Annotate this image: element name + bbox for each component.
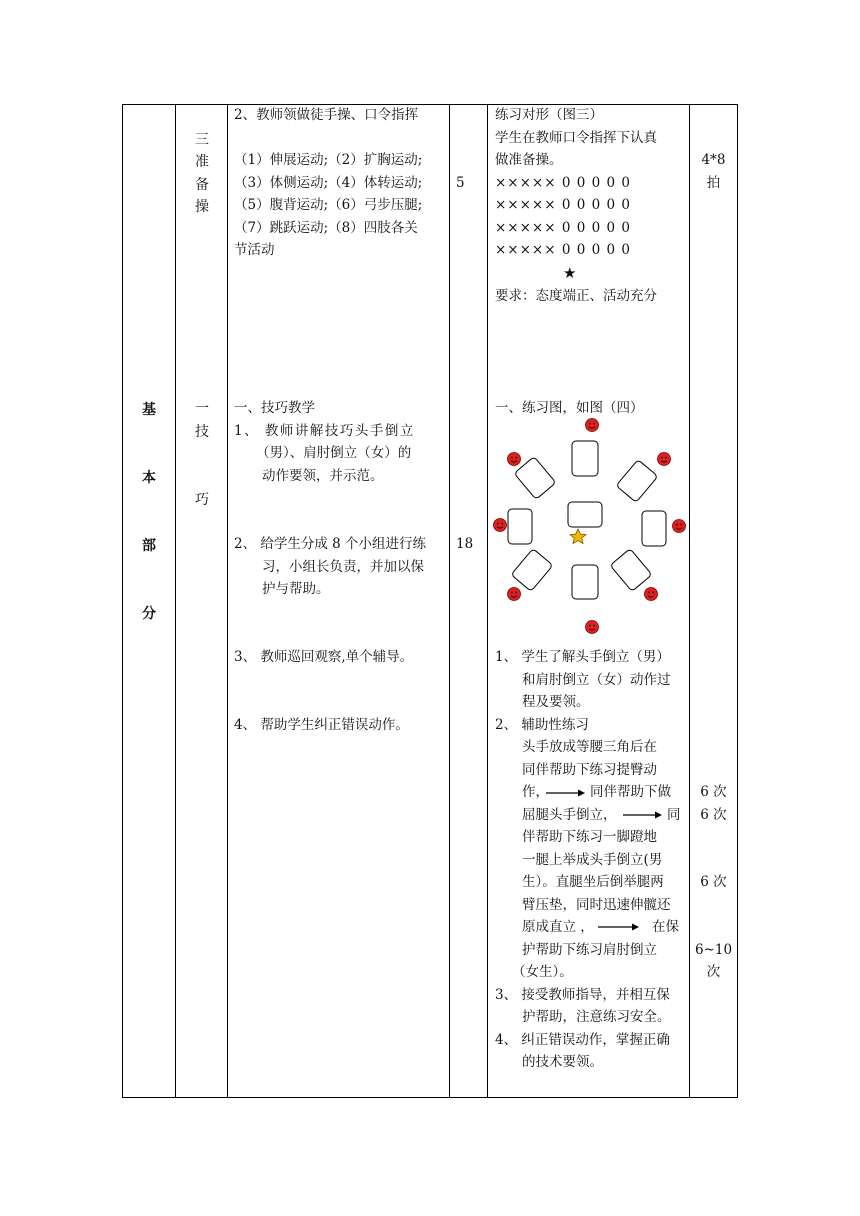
student-face-icon [645, 588, 658, 601]
student-face-icon [586, 419, 599, 432]
warmup-item-line: （7）跳跃运动;（8）四肢各关 [234, 220, 418, 236]
table-bottom-border [122, 1097, 738, 1098]
org1-line: 和肩肘倒立（女）动作过 [522, 672, 671, 688]
org1-line: 程及要领。 [522, 694, 590, 710]
org2-line: （女生）。 [512, 964, 573, 980]
warmup-label-char: 三 [195, 132, 209, 148]
teacher-star-icon [570, 529, 586, 544]
mat-rect [572, 441, 598, 476]
skill-reps: 6 次 [700, 807, 727, 823]
mat-rect [511, 549, 553, 592]
teacher-star-icon: ★ [563, 264, 577, 282]
mat-rect [616, 460, 658, 503]
col-border-4 [449, 104, 450, 1098]
warmup-label-char: 操 [195, 199, 209, 215]
skill-title: 一、技巧教学 [234, 400, 315, 416]
student-face-icon [494, 519, 507, 532]
formation-row: ××××× 0 0 0 0 0 [495, 220, 631, 236]
student-face-icon [673, 520, 686, 533]
table-top-border [122, 104, 738, 105]
warmup-reps-unit: 拍 [706, 175, 721, 191]
warmup-item-line: 节活动 [234, 242, 275, 258]
skill-item2-line: 2、 给学生分成 8 个小组进行练 [234, 536, 427, 552]
org4-line: 4、 纠正错误动作，掌握正确 [495, 1032, 670, 1048]
warmup-label-char: 准 [195, 154, 209, 170]
mat-rect [572, 565, 598, 599]
skill-reps: 6~10 [694, 942, 733, 958]
mat-rect [568, 502, 602, 527]
mat-rect [508, 509, 532, 544]
org2-title: 2、 辅助性练习 [495, 717, 589, 733]
skill-item2-line: 习，小组长负责，并加以保 [262, 559, 424, 575]
warmup-item-line: （1）伸展运动;（2）扩胸运动; [234, 152, 423, 168]
arrow-icon [623, 810, 663, 820]
skill-minutes: 18 [456, 536, 474, 552]
skill-label-char: 巧 [195, 492, 209, 508]
skill-item3: 3、 教师巡回观察,单个辅导。 [234, 649, 414, 665]
formation-row: ××××× 0 0 0 0 0 [495, 242, 631, 258]
org2-line: 屈腿头手倒立， [522, 807, 617, 823]
student-face-icon [508, 588, 521, 601]
col-border-5 [487, 104, 488, 1098]
section-label-char: 部 [142, 538, 156, 554]
arrow-icon [546, 788, 586, 798]
warmup-minutes: 5 [456, 175, 465, 191]
practice-diagram [490, 418, 690, 638]
skill-item2-line: 护与帮助。 [262, 581, 330, 597]
org3-line: 护帮助，注意练习安全。 [522, 1009, 671, 1025]
skill-label-char: 技 [195, 424, 209, 440]
org2-line: 护帮助下练习肩肘倒立 [522, 942, 657, 958]
student-face-icon [586, 621, 599, 634]
section-label-char: 分 [142, 606, 156, 622]
warmup-reps: 4*8 [701, 152, 726, 168]
skill-reps: 6 次 [700, 874, 727, 890]
warmup-label-char: 备 [195, 177, 209, 193]
warmup-requirement: 要求：态度端正、活动充分 [495, 288, 657, 304]
warmup-org-line: 学生在教师口令指挥下认真 [495, 130, 657, 146]
org2-line: 伴帮助下练习一脚蹬地 [522, 829, 657, 845]
mat-rect [514, 457, 556, 500]
org2-line: 同伴帮助下做 [590, 784, 671, 800]
org2-line: 生）。直腿坐后倒举腿两 [522, 874, 664, 890]
diagram-caption: 一、练习图，如图（四） [495, 400, 644, 416]
warmup-org-line: 练习对形（图三） [495, 107, 603, 123]
skill-item1-line: 动作要领，并示范。 [262, 468, 384, 484]
section-label-char: 本 [142, 470, 156, 486]
warmup-item-line: （5）腹背运动;（6）弓步压腿; [234, 197, 423, 213]
skill-item4: 4、 帮助学生纠正错误动作。 [234, 717, 409, 733]
formation-row: ××××× 0 0 0 0 0 [495, 175, 631, 191]
col-border-2 [175, 104, 176, 1098]
org2-line: 同 [667, 807, 681, 823]
skill-item1-line: （男）、肩肘倒立（女）的 [256, 445, 412, 461]
org2-line: 在保 [652, 919, 679, 935]
section-label-char: 基 [142, 402, 156, 418]
skill-label-char: 一 [195, 401, 209, 417]
col-border-7 [737, 104, 738, 1098]
skill-reps-unit: 次 [706, 964, 721, 980]
skill-reps: 6 次 [700, 784, 727, 800]
org1-line: 1、 学生了解头手倒立（男） [495, 649, 670, 665]
warmup-item-line: （3）体侧运动;（4）体转运动; [234, 175, 423, 191]
mat-rect [642, 511, 666, 546]
col-border-3 [227, 104, 228, 1098]
formation-row: ××××× 0 0 0 0 0 [495, 197, 631, 213]
warmup-org-line: 做准备操。 [495, 152, 563, 168]
org2-line: 同伴帮助下练习提臀动 [522, 762, 657, 778]
org2-line: 作， [522, 784, 549, 800]
org2-line: 臂压垫，同时迅速伸髋还 [522, 897, 671, 913]
student-face-icon [508, 453, 521, 466]
student-face-icon [658, 453, 671, 466]
col-border-1 [122, 104, 123, 1098]
mat-rect [610, 549, 652, 592]
org4-line: 的技术要领。 [522, 1054, 603, 1070]
org2-line: 头手放成等腰三角后在 [522, 739, 657, 755]
skill-item1-line: 1、 教师讲解技巧头手倒立 [234, 423, 415, 439]
org2-line: 原成直立 ， [522, 919, 594, 935]
org2-line: 一腿上举成头手倒立(男 [522, 852, 663, 868]
warmup-content-title: 2、教师领做徒手操、口令指挥 [234, 107, 419, 123]
org3-line: 3、 接受教师指导，并相互保 [495, 987, 670, 1003]
arrow-icon [598, 922, 640, 932]
